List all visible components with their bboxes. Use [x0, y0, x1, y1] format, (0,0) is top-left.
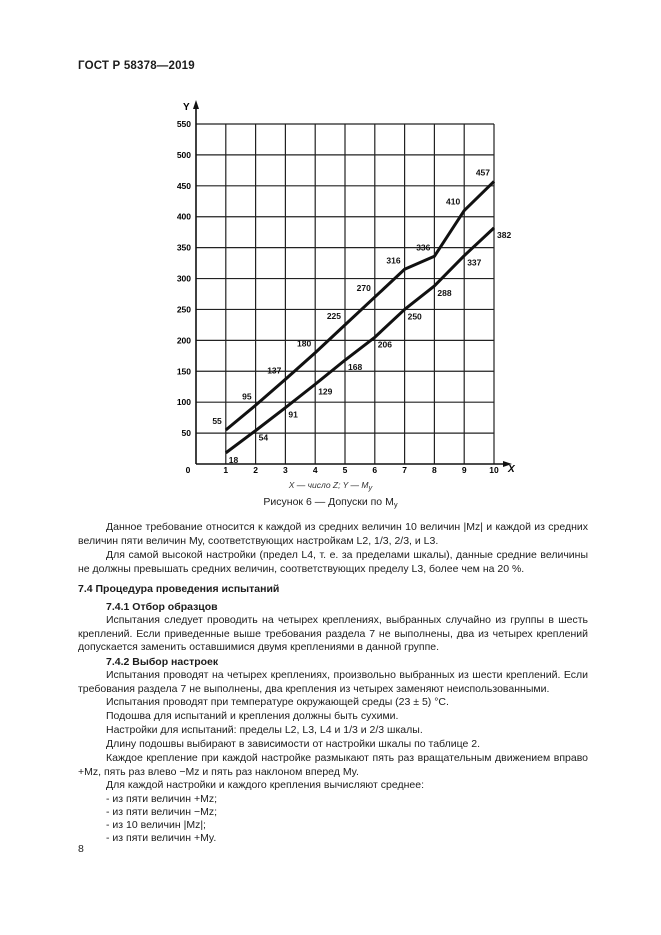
- x-axis-label: X: [508, 464, 515, 475]
- chart-axes: [183, 100, 516, 475]
- y-tick-label: 450: [176, 180, 191, 191]
- x-tick-label: 4: [312, 465, 318, 475]
- page-number: 8: [78, 843, 84, 855]
- data-label: 225: [326, 310, 341, 321]
- paragraph-average: Для каждой настройки и каждого крепления вычисляют среднее:: [106, 779, 424, 791]
- section-heading-7-4-2: 7.4.2 Выбор настроек: [106, 656, 219, 668]
- data-label: 129: [318, 386, 333, 397]
- chart-series: [226, 181, 494, 452]
- y-tick-label: 500: [176, 149, 191, 160]
- chart-data-labels: [212, 167, 511, 464]
- data-label: 206: [377, 339, 392, 350]
- x-tick-label: 3: [283, 465, 288, 475]
- x-tick-label: 5: [342, 465, 348, 475]
- paragraph-highest-setting: Для самой высокой настройки (предел L4, т. е. за пределами шкалы), данные средние величины не должны превышать средних величин, соответствующих пределу L3, более чем на 20 %.: [78, 549, 588, 575]
- data-label: 137: [267, 365, 282, 376]
- figure-caption: Рисунок 6 — Допуски по $M_y$: [263, 496, 398, 509]
- figure-axes-caption: X — число Z; Y — $M_y$: [288, 480, 373, 492]
- y-tick-label: 550: [176, 118, 191, 129]
- x-tick-label: 2: [253, 465, 258, 475]
- data-label: 337: [467, 257, 482, 268]
- data-label: 270: [356, 283, 371, 294]
- paragraph-sampling: Испытания следует проводить на четырех креплениях, выбранных случайно из группы в шесть креплений. Если приведенные выше требования раздела 7 не выполнены, два из четырех креплений допускается заменить оставшимися двумя креплениями в данной группе.: [78, 614, 588, 653]
- data-label: 168: [348, 362, 363, 373]
- x-tick-label: 10: [489, 465, 499, 475]
- y-axis-label: Y: [183, 101, 190, 113]
- data-label: 55: [212, 415, 222, 426]
- data-label: 91: [288, 409, 298, 420]
- data-label: 54: [258, 432, 269, 443]
- paragraph-requirement: Данное требование относится к каждой из средних величин 10 величин |Mz| и каждой из средних величин пяти величин My, соответствующих настройкам L2, 1/3, 2/3, и L3.: [78, 521, 588, 547]
- paragraph-dry: Подошва для испытаний и крепления должны быть сухими.: [106, 710, 399, 722]
- data-label: 95: [242, 391, 252, 402]
- x-tick-label: 8: [432, 465, 437, 475]
- data-label: 457: [475, 167, 490, 178]
- y-axis-arrow-icon: [193, 100, 199, 109]
- x-tick-label: 7: [402, 465, 407, 475]
- x-tick-label: 0: [185, 465, 191, 475]
- y-tick-label: 250: [176, 304, 191, 315]
- data-label: 180: [297, 338, 312, 349]
- y-tick-label: 50: [181, 428, 191, 439]
- paragraph-sole-length: Длину подошвы выбирают в зависимости от настройки шкалы по таблице 2.: [106, 738, 481, 750]
- paragraph-selection: Испытания проводят на четырех креплениях, произвольно выбранных из шести креплений. Если требования раздела 7 не выполнены, два крепления из четырех заменяют неиспользованными.: [78, 669, 588, 695]
- list-item: - из пяти величин −Mz;: [106, 806, 218, 818]
- y-tick-label: 300: [176, 273, 191, 284]
- y-tick-label: 350: [176, 242, 191, 253]
- paragraph-release: Каждое крепление при каждой настройке размыкают пять раз вращательным движением вправо +Mz, пять раз влево −Mz и пять раз наклоном вперед My.: [78, 752, 588, 778]
- data-label: 336: [416, 242, 431, 253]
- list-item: - из пяти величин +Mz;: [106, 793, 218, 805]
- paragraph-temperature: Испытания проводят при температуре окружающей среды (23 ± 5) °C.: [106, 696, 449, 708]
- paragraph-settings: Настройки для испытаний: пределы L2, L3, L4 и 1/3 и 2/3 шкалы.: [106, 724, 423, 736]
- section-heading-7-4-1: 7.4.1 Отбор образцов: [106, 601, 218, 613]
- y-tick-label: 100: [176, 397, 191, 408]
- data-label: 410: [446, 196, 461, 207]
- x-tick-label: 1: [223, 465, 229, 475]
- document-header: ГОСТ Р 58378—2019: [78, 60, 195, 72]
- y-tick-label: 150: [176, 366, 191, 377]
- data-label: 316: [386, 255, 401, 266]
- y-tick-label: 200: [176, 335, 191, 346]
- series-line: [226, 181, 494, 430]
- y-tick-label: 400: [176, 211, 191, 222]
- x-tick-label: 9: [461, 465, 467, 475]
- list-item: - из пяти величин +My.: [106, 832, 217, 844]
- data-label: 18: [228, 454, 239, 465]
- data-label: 382: [497, 229, 512, 240]
- data-label: 288: [437, 287, 452, 298]
- list-item: - из 10 величин |Mz|;: [106, 819, 206, 831]
- section-heading-7-4: 7.4 Процедура проведения испытаний: [78, 583, 280, 595]
- data-label: 250: [407, 311, 422, 322]
- x-tick-label: 6: [372, 465, 378, 475]
